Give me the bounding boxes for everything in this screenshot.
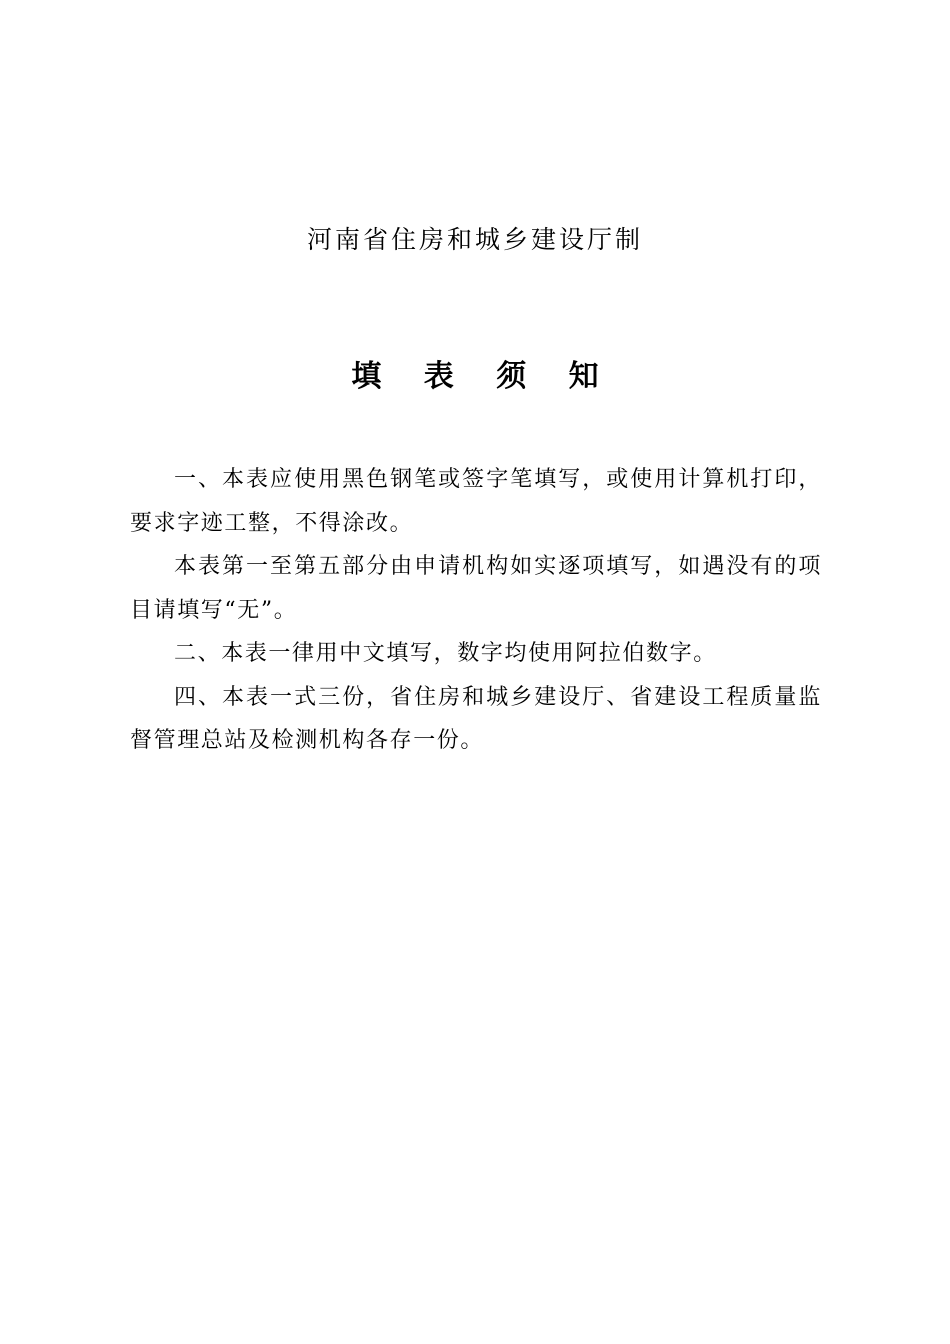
instruction-paragraph: 四、本表一式三份，省住房和城乡建设厅、省建设工程质量监督管理总站及检测机构各存一份。 xyxy=(130,684,822,753)
instruction-paragraph: 一、本表应使用黑色钢笔或签字笔填写，或使用计算机打印，要求字迹工整，不得涂改。 xyxy=(130,467,822,536)
instruction-paragraph: 本表第一至第五部分由申请机构如实逐项填写，如遇没有的项目请填写“无”。 xyxy=(130,554,822,623)
page-title: 填 表 须 知 xyxy=(351,359,615,394)
issuer-line: 河南省住房和城乡建设厅制 xyxy=(306,225,643,254)
instructions-list xyxy=(130,458,822,763)
instruction-paragraph: 二、本表一律用中文填写，数字均使用阿拉伯数字。 xyxy=(174,641,717,666)
